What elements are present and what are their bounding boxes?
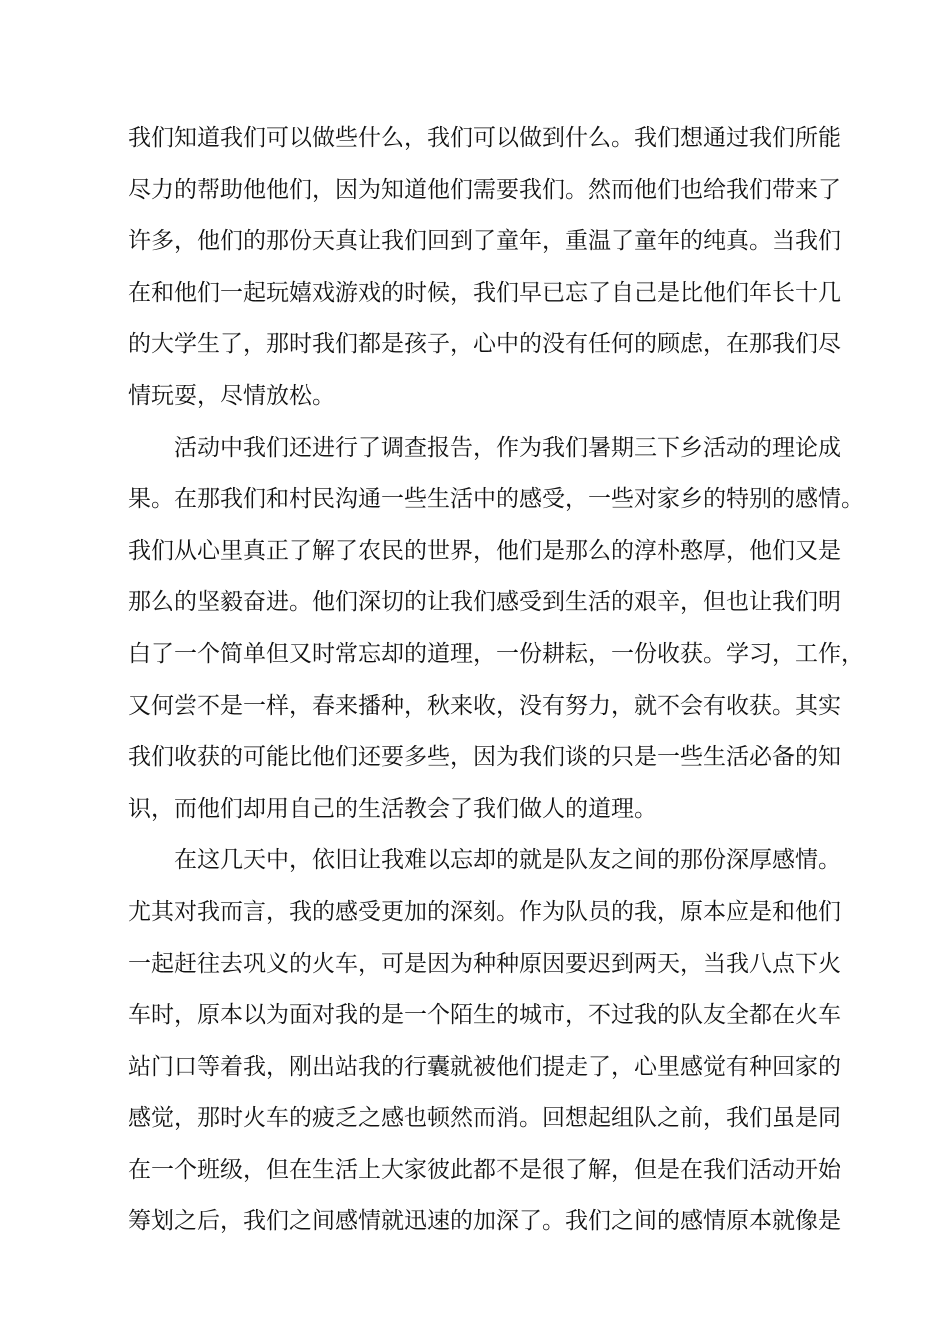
text-line: 感觉，那时火车的疲乏之感也顿然而消。回想起组队之前，我们虽是同 [128, 1105, 841, 1132]
text-line: 站门口等着我，刚出站我的行囊就被他们提走了，心里感觉有种回家的 [128, 1053, 841, 1080]
text-line: 许多，他们的那份天真让我们回到了童年，重温了童年的纯真。当我们 [128, 228, 841, 255]
text-line: 我们知道我们可以做些什么，我们可以做到什么。我们想通过我们所能 [128, 125, 841, 151]
text-line: 活动中我们还进行了调查报告，作为我们暑期三下乡活动的理论成 [174, 434, 841, 461]
text-line: 筹划之后，我们之间感情就迅速的加深了。我们之间的感情原本就像是 [128, 1208, 841, 1235]
text-line: 又何尝不是一样，春来播种，秋来收，没有努力，就不会有收获。其实 [128, 692, 841, 719]
text-line: 的大学生了，那时我们都是孩子，心中的没有任何的顾虑，在那我们尽 [128, 331, 841, 358]
text-line: 车时，原本以为面对我的是一个陌生的城市，不过我的队友全都在火车 [128, 1002, 841, 1029]
text-line: 果。在那我们和村民沟通一些生活中的感受，一些对家乡的特别的感情。 [128, 486, 864, 513]
text-line: 在这几天中，依旧让我难以忘却的就是队友之间的那份深厚感情。 [174, 847, 841, 874]
text-line: 那么的坚毅奋进。他们深切的让我们感受到生活的艰辛，但也让我们明 [128, 589, 841, 616]
body-text [128, 117, 864, 1252]
text-line: 白了一个简单但又时常忘却的道理，一份耕耘，一份收获。学习，工作， [128, 640, 864, 667]
text-line: 在和他们一起玩嬉戏游戏的时候，我们早已忘了自己是比他们年长十几 [128, 279, 841, 306]
text-line: 一起赶往去巩义的火车，可是因为种种原因要迟到两天，当我八点下火 [128, 950, 841, 977]
text-line: 在一个班级，但在生活上大家彼此都不是很了解，但是在我们活动开始 [128, 1156, 841, 1183]
text-line: 我们从心里真正了解了农民的世界，他们是那么的淳朴憨厚，他们又是 [128, 537, 841, 564]
text-line: 尽力的帮助他他们，因为知道他们需要我们。然而他们也给我们带来了 [128, 176, 841, 203]
text-line: 我们收获的可能比他们还要多些，因为我们谈的只是一些生活必备的知 [128, 744, 841, 771]
text-line: 尤其对我而言，我的感受更加的深刻。作为队员的我，原本应是和他们 [128, 898, 841, 925]
text-line: 识，而他们却用自己的生活教会了我们做人的道理。 [128, 795, 657, 822]
text-line: 情玩耍，尽情放松。 [128, 382, 335, 409]
